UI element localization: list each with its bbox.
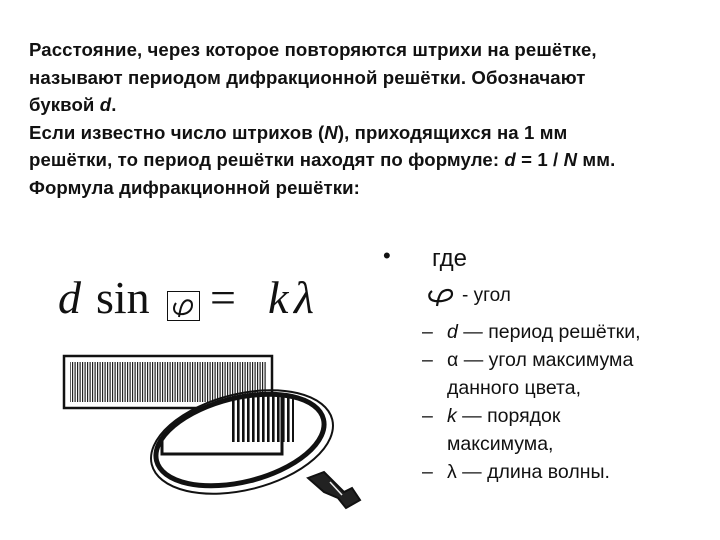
intro-text [29, 36, 709, 201]
list-item: – λ — длина волны. [422, 461, 610, 483]
definition-list [422, 318, 702, 486]
intro-line-1: Расстояние, через которое повторяются штрихи на решётке, [29, 39, 597, 60]
list-item: – α — угол максимума данного цвета, [422, 349, 634, 399]
phi-icon [424, 285, 458, 307]
where-label: где [432, 245, 468, 272]
formula-lambda: λ [294, 272, 314, 323]
magnifier-handle [308, 472, 360, 508]
intro-line-3: буквой d. [29, 94, 117, 115]
var-n: N [563, 149, 578, 170]
var-d: d [99, 94, 112, 115]
phi-description: - угол [462, 285, 511, 306]
formula-equals: = [210, 272, 236, 323]
magnifying-glass-icon [62, 352, 362, 512]
phi-icon [170, 294, 197, 318]
intro-line-6: Формула дифракционной решётки: [29, 176, 360, 198]
phi-box [167, 291, 200, 321]
intro-line-5: решётки, то период решётки находят по формуле: d = 1 / N мм. [29, 149, 616, 170]
formula-d: d [58, 272, 81, 323]
var-d: d [504, 149, 516, 170]
intro-line-2: называют периодом дифракционной решётки. Обозначают [29, 66, 586, 88]
intro-line-4: Если известно число штрихов (N), приходящихся на 1 мм [29, 121, 568, 143]
formula-sin: sin [96, 272, 150, 323]
grating-formula [58, 268, 348, 328]
formula-k: k [268, 272, 289, 323]
list-item: – k — порядок максимума, [422, 405, 561, 455]
var-n: N [324, 121, 338, 143]
bullet: • [383, 243, 391, 268]
list-item: – d — период решётки, [422, 321, 641, 343]
